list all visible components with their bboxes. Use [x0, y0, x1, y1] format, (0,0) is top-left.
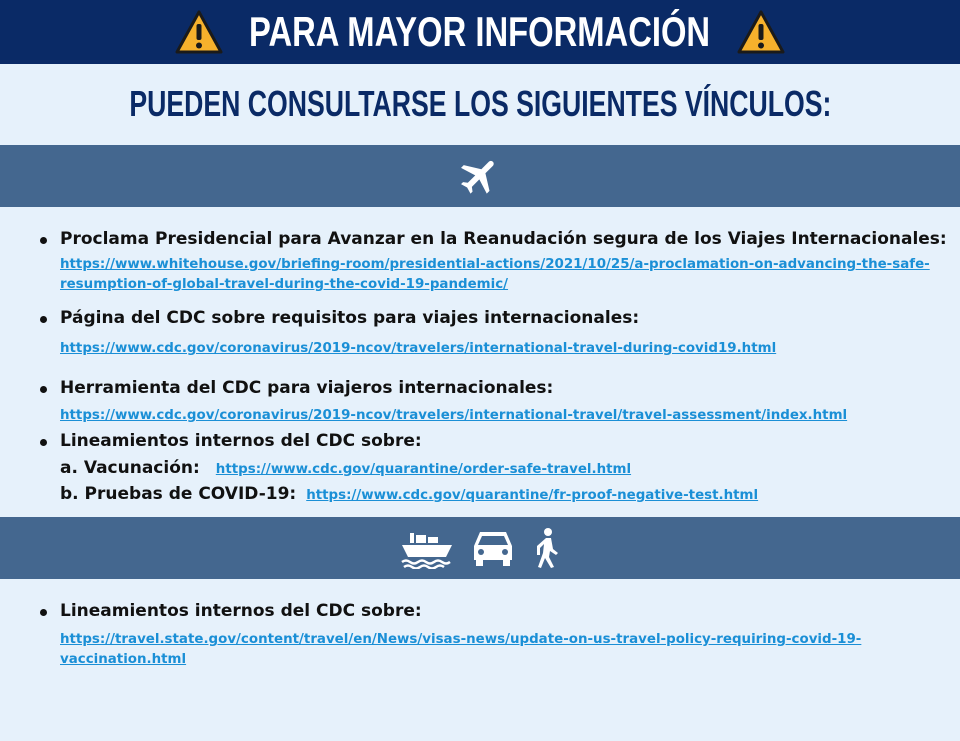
sub-item-covid-tests	[60, 482, 940, 506]
header-banner	[0, 0, 960, 64]
bullet	[40, 439, 47, 446]
warning-icon	[174, 9, 224, 55]
air-travel-band	[0, 145, 960, 207]
list-item	[0, 375, 960, 426]
pedestrian-icon	[532, 527, 560, 569]
air-travel-links	[0, 226, 960, 506]
item-title: Lineamientos internos del CDC sobre:	[60, 431, 422, 451]
whitehouse-proclamation-link[interactable]: https://www.whitehouse.gov/briefing-room/presidential-actions/2021/10/25/a-proclamation-on-advancing-the-safe- resumption-of-global-travel-during-the-covid-19-pandemic/	[60, 257, 930, 292]
cdc-international-travel-link[interactable]: https://www.cdc.gov/coronavirus/2019-ncov/travelers/international-travel-during-covid19.html	[60, 341, 777, 356]
land-travel-links	[0, 598, 960, 670]
sub-item-label: a. Vacunación:	[60, 458, 200, 478]
bullet	[40, 609, 47, 616]
list-item	[0, 598, 960, 670]
item-title: Lineamientos internos del CDC sobre:	[60, 601, 422, 621]
list-item	[0, 226, 960, 295]
item-title: Herramienta del CDC para viajeros internacionales:	[60, 378, 554, 398]
cdc-travel-assessment-link[interactable]: https://www.cdc.gov/coronavirus/2019-ncov/travelers/international-travel/travel-assessment/index.html	[60, 408, 848, 423]
item-title: Página del CDC sobre requisitos para viajes internacionales:	[60, 308, 640, 328]
bullet	[40, 386, 47, 393]
sub-item-vaccination	[60, 456, 940, 480]
page-subtitle: PUEDEN CONSULTARSE LOS SIGUIENTES VÍNCULOS:	[128, 83, 832, 124]
cdc-order-safe-travel-link[interactable]: https://www.cdc.gov/quarantine/order-safe-travel.html	[215, 462, 632, 477]
sub-item-label: b. Pruebas de COVID-19:	[60, 484, 297, 504]
land-sea-travel-band	[0, 517, 960, 579]
ship-icon	[400, 527, 454, 569]
bullet	[40, 316, 47, 323]
state-dept-travel-policy-link[interactable]: https://travel.state.gov/content/travel/en/News/visas-news/update-on-us-travel-policy-requiring-covid-19- vaccination.html	[60, 632, 862, 667]
bullet	[40, 237, 47, 244]
list-item	[0, 428, 960, 506]
car-icon	[470, 528, 516, 568]
page-title: PARA MAYOR INFORMACIÓN	[249, 8, 711, 55]
warning-icon	[736, 9, 786, 55]
item-title: Proclama Presidencial para Avanzar en la Reanudación segura de los Viajes Internacionales:	[60, 229, 947, 249]
list-item	[0, 305, 960, 359]
subtitle-area	[0, 64, 960, 144]
airplane-icon	[457, 153, 503, 199]
cdc-negative-test-link[interactable]: https://www.cdc.gov/quarantine/fr-proof-negative-test.html	[306, 488, 759, 503]
